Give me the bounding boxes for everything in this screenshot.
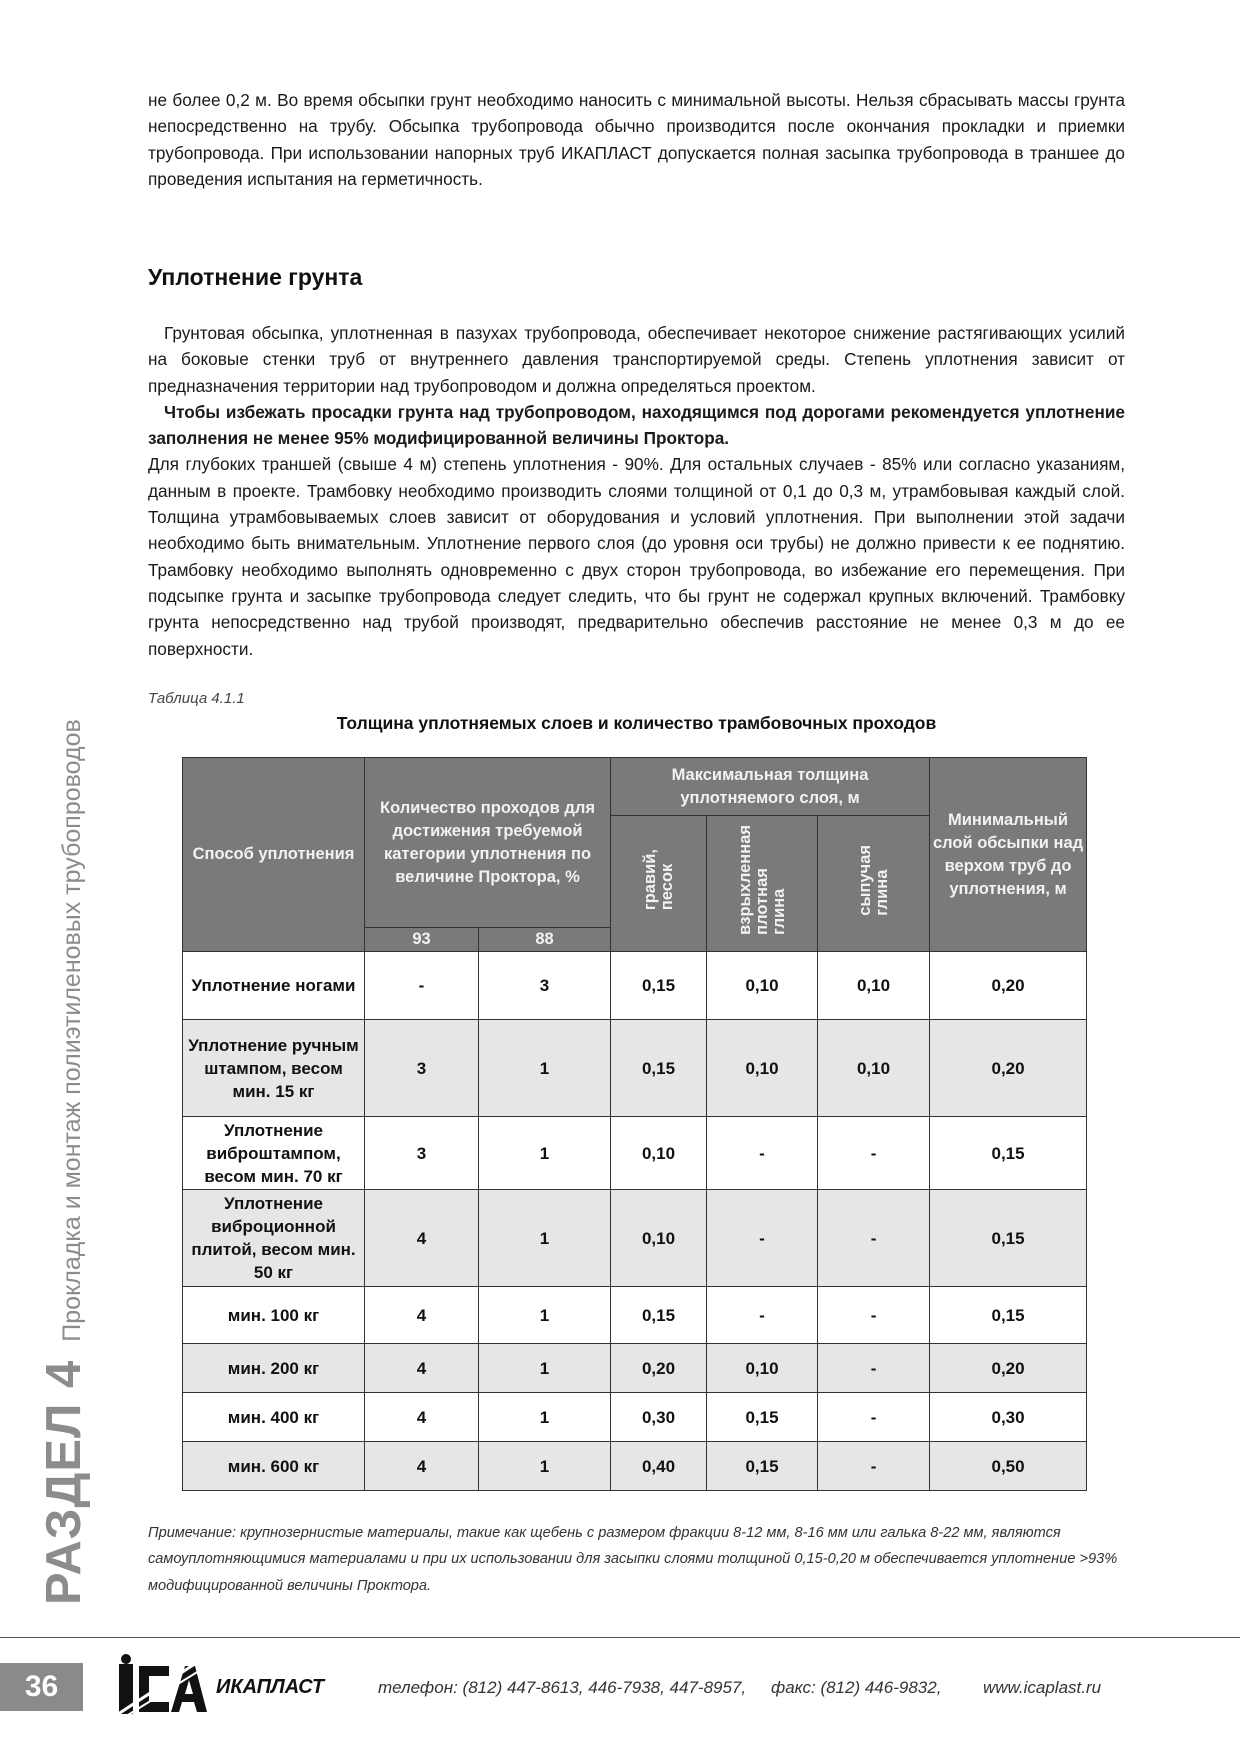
- footer-phone: телефон: (812) 447-8613, 446-7938, 447-8957,: [378, 1678, 747, 1697]
- cell-loose-soil-clay: -: [818, 1117, 930, 1190]
- cell-loose-clay: 0,15: [707, 1393, 818, 1442]
- cell-passes-88: 1: [479, 1442, 611, 1491]
- cell-min-layer: 0,15: [930, 1117, 1087, 1190]
- header-gravel-text: гравий, песок: [640, 849, 676, 911]
- table-row: [183, 1393, 1087, 1442]
- cell-passes-93: 3: [365, 1117, 479, 1190]
- header-loose-clay: [707, 816, 818, 952]
- cell-loose-clay: -: [707, 1117, 818, 1190]
- cell-min-layer: 0,20: [930, 952, 1087, 1020]
- header-loose-soil-clay: [818, 816, 930, 952]
- cell-loose-soil-clay: -: [818, 1344, 930, 1393]
- compaction-table: [182, 757, 1087, 1491]
- paragraph-2-bold: Чтобы избежать просадки грунта над трубопроводом, находящимся под дорогами рекомендуется уплотнение заполнения не менее 95% модифицированной величины Проктора.: [148, 401, 1125, 449]
- cell-passes-88: 1: [479, 1287, 611, 1344]
- cell-method: Уплотнение виброштампом, весом мин. 70 кг: [183, 1117, 365, 1190]
- cell-passes-88: 1: [479, 1117, 611, 1190]
- paragraph-1: Грунтовая обсыпка, уплотненная в пазухах трубопровода, обеспечивает некоторое снижение растягивающих усилий на боковые стенки труб от внутреннего давления транспортируемой среды. Степень уплотнения зависит от предназначения территории над трубопроводом и должна определяться проектом.: [148, 323, 1125, 396]
- table-row: [183, 1442, 1087, 1491]
- cell-loose-soil-clay: -: [818, 1190, 930, 1287]
- cell-loose-soil-clay: -: [818, 1393, 930, 1442]
- cell-gravel: 0,30: [611, 1393, 707, 1442]
- cell-loose-soil-clay: 0,10: [818, 952, 930, 1020]
- header-max-thickness: Максимальная толщина уплотняемого слоя, м: [611, 758, 930, 816]
- cell-method: Уплотнение ручным штампом, весом мин. 15 кг: [183, 1020, 365, 1117]
- cell-loose-soil-clay: -: [818, 1442, 930, 1491]
- footer-website[interactable]: www.icaplast.ru: [983, 1678, 1102, 1697]
- cell-passes-93: 4: [365, 1344, 479, 1393]
- cell-method: мин. 400 кг: [183, 1393, 365, 1442]
- cell-gravel: 0,15: [611, 1287, 707, 1344]
- cell-loose-clay: 0,10: [707, 952, 818, 1020]
- header-method: Способ уплотнения: [183, 758, 365, 952]
- cell-method: мин. 200 кг: [183, 1344, 365, 1393]
- cell-loose-clay: 0,10: [707, 1020, 818, 1117]
- section-heading: Уплотнение грунта: [148, 264, 363, 290]
- paragraph-3: Для глубоких траншей (свыше 4 м) степень уплотнения - 90%. Для остальных случаев - 85% или согласно указаниям, данным в проекте. Трамбовку необходимо производить слоями толщиной от 0,1 до 0,3 м, утрамбовывая каждый слой. Толщина утрамбовываемых слоев зависит от оборудования и условий уплотнения. При выполнении этой задачи необходимо быть внимательным. Уплотнение первого слоя (до уровня оси трубы) не должно привести к ее поднятию. Трамбовку необходимо выполнять одновременно с двух сторон трубопровода, во избежание его перемещения. При подсыпке грунта и засыпке трубопровода следует следить, что бы грунт не содержал крупных включений. Трамбовку грунта непосредственно над трубой производят, предварительно обеспечив расстояние не менее 0,3 м до ее поверхности.: [148, 454, 1125, 659]
- cell-min-layer: 0,20: [930, 1020, 1087, 1117]
- cell-gravel: 0,40: [611, 1442, 707, 1491]
- cell-passes-93: 4: [365, 1442, 479, 1491]
- cell-passes-88: 1: [479, 1190, 611, 1287]
- header-passes-93: 93: [365, 928, 479, 952]
- icaplast-logo: [115, 1654, 207, 1718]
- table-row: [183, 1020, 1087, 1117]
- cell-gravel: 0,15: [611, 1020, 707, 1117]
- table-row: [183, 1287, 1087, 1344]
- cell-loose-soil-clay: -: [818, 1287, 930, 1344]
- table-title: Толщина уплотняемых слоев и количество трамбовочных проходов: [336, 713, 937, 733]
- side-chapter-title: Прокладка и монтаж полиэтиленовых трубопроводов: [58, 719, 86, 1342]
- side-label: [36, 719, 92, 1605]
- table-label: Таблица 4.1.1: [148, 690, 245, 707]
- header-loose-soil-clay-text: сыпучая глина: [855, 844, 891, 916]
- intro-paragraph: [148, 87, 1125, 192]
- header-loose-clay-text: взрыхленная плотная глина: [735, 825, 788, 935]
- cell-method: Уплотнение виброционной плитой, весом мин. 50 кг: [183, 1190, 365, 1287]
- header-gravel: [611, 816, 707, 952]
- cell-passes-88: 1: [479, 1020, 611, 1117]
- header-min-layer: Минимальный слой обсыпки над верхом труб до уплотнения, м: [930, 758, 1087, 952]
- cell-gravel: 0,10: [611, 1190, 707, 1287]
- cell-passes-93: 4: [365, 1393, 479, 1442]
- cell-passes-93: 4: [365, 1190, 479, 1287]
- table-note: Примечание: крупнозернистые материалы, такие как щебень с размером фракции 8-12 мм, 8-16 мм или галька 8-22 мм, являются самоуплотняющимися материалами и при их использовании для засыпки слоями толщиной 0,15-0,20 м обеспечивается уплотнение >93% модифицированной величины Проктора.: [148, 1525, 1118, 1594]
- page-number: 36: [0, 1663, 83, 1711]
- cell-min-layer: 0,50: [930, 1442, 1087, 1491]
- cell-gravel: 0,20: [611, 1344, 707, 1393]
- footer-divider: [0, 1637, 1240, 1638]
- table-row: [183, 1190, 1087, 1287]
- cell-min-layer: 0,20: [930, 1344, 1087, 1393]
- body-text: [148, 320, 1125, 662]
- cell-min-layer: 0,15: [930, 1287, 1087, 1344]
- cell-min-layer: 0,15: [930, 1190, 1087, 1287]
- table-row: [183, 1344, 1087, 1393]
- cell-loose-clay: 0,10: [707, 1344, 818, 1393]
- cell-passes-93: -: [365, 952, 479, 1020]
- cell-method: мин. 600 кг: [183, 1442, 365, 1491]
- brand-name: ИКАПЛАСТ: [216, 1676, 325, 1698]
- cell-loose-clay: 0,15: [707, 1442, 818, 1491]
- cell-loose-soil-clay: 0,10: [818, 1020, 930, 1117]
- header-passes: Количество проходов для достижения требуемой категории уплотнения по величине Проктора, %: [365, 758, 611, 928]
- cell-passes-88: 1: [479, 1393, 611, 1442]
- cell-passes-93: 4: [365, 1287, 479, 1344]
- cell-loose-clay: -: [707, 1287, 818, 1344]
- table-row: [183, 952, 1087, 1020]
- cell-method: мин. 100 кг: [183, 1287, 365, 1344]
- cell-passes-88: 1: [479, 1344, 611, 1393]
- header-passes-88: 88: [479, 928, 611, 952]
- cell-loose-clay: -: [707, 1190, 818, 1287]
- footer-fax: факс: (812) 446-9832,: [771, 1678, 942, 1697]
- cell-method: Уплотнение ногами: [183, 952, 365, 1020]
- cell-gravel: 0,15: [611, 952, 707, 1020]
- cell-gravel: 0,10: [611, 1117, 707, 1190]
- cell-passes-88: 3: [479, 952, 611, 1020]
- side-section-title: РАЗДЕЛ 4: [37, 1359, 91, 1605]
- intro-text: не более 0,2 м. Во время обсыпки грунт необходимо наносить с минимальной высоты. Нельзя сбрасывать массы грунта непосредственно на трубу. Обсыпка трубопровода обычно производится после окончания прокладки и приемки трубопровода. При использовании напорных труб ИКАПЛАСТ допускается полная засыпка трубопровода в траншее до проведения испытания на герметичность.: [148, 90, 1125, 189]
- table-row: [183, 1117, 1087, 1190]
- cell-min-layer: 0,30: [930, 1393, 1087, 1442]
- cell-passes-93: 3: [365, 1020, 479, 1117]
